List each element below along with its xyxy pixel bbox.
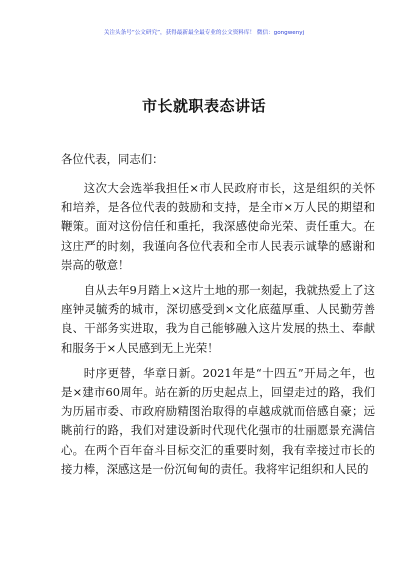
paragraph-1: 这次大会选举我担任×市人民政府市长，这是组织的关怀和培养，是各位代表的鼓励和支持，是全市×万人民的期望和鞭策。面对这份信任和重托，我深感使命光荣、责任重大。在这庄严的时刻，我谨向各位代表和全市人民表示诚挚的感谢和崇高的敬意！	[61, 181, 375, 272]
document-title: 市长就职表态讲话	[141, 97, 266, 115]
salutation: 各位代表，同志们：	[61, 152, 164, 166]
document-body	[61, 150, 375, 485]
header-watermark-note: 关注头条号“公文研究”，获得最新最全最专业的公文资料库！ 微信：gongwenyj	[103, 30, 305, 36]
paragraph-2: 自从去年9月踏上×这片土地的那一刻起，我就热爱上了这座钟灵毓秀的城市，深切感受到×文化底蕴厚重、人民勤劳善良、干部务实进取，我为自己能够融入这片发展的热土、奉献和服务于×人民感到无上光荣！	[61, 283, 375, 355]
paragraph-3: 时序更替，华章日新。2021年是“十四五”开局之年，也是×建市60周年。站在新的历史起点上，回望走过的路，我们为历届市委、市政府励精图治取得的卓越成就而倍感自豪；远眺前行的路，我们对建设新时代现代化强市的壮丽愿景充满信心。在两个百年奋斗目标交汇的重要时刻，我有幸接过市长的接力棒，深感这是一份沉甸甸的责任。我将牢记组织和人民的	[61, 365, 375, 476]
